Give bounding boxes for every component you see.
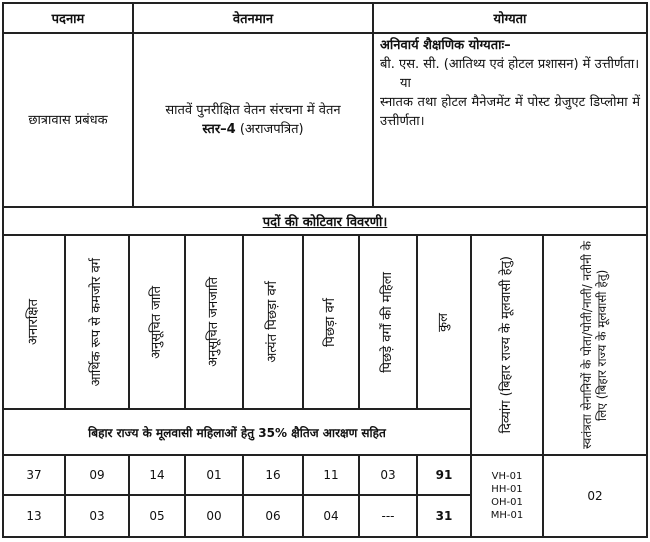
total-cell: 31 [418, 496, 472, 536]
note-text: बिहार राज्य के मूलवासी महिलाओं हेतु 35% क्षैतिज आरक्षण सहित [88, 425, 386, 440]
total-cell: 91 [418, 456, 472, 496]
qualification-cell [374, 34, 646, 208]
table-cell: --- [360, 496, 418, 536]
post-name: छात्रावास प्रबंधक [28, 112, 108, 128]
divyang-vh: VH-01 [491, 471, 523, 482]
column-divyang: दिव्यांग (बिहार राज्य के मूलवासी हेतु) [472, 236, 544, 456]
category-table [4, 208, 646, 536]
table-cell: 37 [4, 456, 66, 496]
qualification-or: या [400, 76, 411, 91]
pay-level: स्तर–4 [202, 122, 236, 137]
column-ews: आर्थिक रूप से कमजोर वर्ग [66, 236, 130, 410]
table-cell: 05 [130, 496, 186, 536]
divyang-oh: OH-01 [491, 497, 523, 508]
column-total: कुल [418, 236, 472, 410]
category-table-title [4, 208, 646, 236]
table-cell: 09 [66, 456, 130, 496]
table-cell: 01 [186, 456, 244, 496]
qualification-title: अनिवार्य शैक्षणिक योग्यताः– [380, 38, 511, 53]
header-pay-scale [134, 4, 374, 34]
header-qualification [374, 4, 646, 34]
column-unreserved: अनारक्षित [4, 236, 66, 410]
pay-scale-cell [134, 34, 374, 208]
table-cell: 06 [244, 496, 304, 536]
column-st: अनुसूचित जनजाति [186, 236, 244, 410]
document-page [2, 2, 648, 538]
qualification-line-2: स्नातक तथा होटल मैनेजमेंट में पोस्ट ग्रेजुएट डिप्लोमा में उत्तीर्णता। [380, 95, 640, 129]
table-cell: 11 [304, 456, 360, 496]
category-title-text: पदों की कोटिवार विवरणी। [262, 215, 388, 230]
table-cell: 14 [130, 456, 186, 496]
table-cell: 03 [66, 496, 130, 536]
table-cell: 00 [186, 496, 244, 536]
table-cell: 03 [360, 456, 418, 496]
freedom-fighter-value-cell [544, 456, 646, 536]
column-ebc: अत्यंत पिछड़ा वर्ग [244, 236, 304, 410]
header-qualification-label: योग्यता [493, 12, 527, 27]
column-bc-women: पिछड़े वर्गों की महिला [360, 236, 418, 410]
qualification-line-1: बी. एस. सी. (आतिथ्य एवं होटल प्रशासन) में उत्तीर्णता। [380, 57, 640, 72]
header-pay-scale-label: वेतनमान [232, 12, 274, 27]
column-freedom-fighter: स्वतंत्रता सेनानियों के पोता/पोती/नाती/ नतीनी के लिए (बिहार राज्य के मूलवासी हेतु) [544, 236, 646, 456]
post-details-table [4, 4, 646, 208]
pay-scale-text: सातवें पुनरीक्षित वेतन संरचना में वेतन [165, 103, 341, 118]
table-cell: 13 [4, 496, 66, 536]
pay-level-note: (अराजपत्रित) [239, 122, 304, 137]
header-post-label: पदनाम [51, 12, 85, 27]
column-bc: पिछड़ा वर्ग [304, 236, 360, 410]
horizontal-reservation-note [4, 410, 472, 456]
divyang-values-cell [472, 456, 544, 536]
freedom-fighter-value: 02 [587, 489, 603, 503]
table-cell: 04 [304, 496, 360, 536]
post-name-cell [4, 34, 134, 208]
table-cell: 16 [244, 456, 304, 496]
divyang-mh: MH-01 [490, 510, 524, 521]
column-sc: अनुसूचित जाति [130, 236, 186, 410]
divyang-hh: HH-01 [491, 484, 523, 495]
header-post [4, 4, 134, 34]
